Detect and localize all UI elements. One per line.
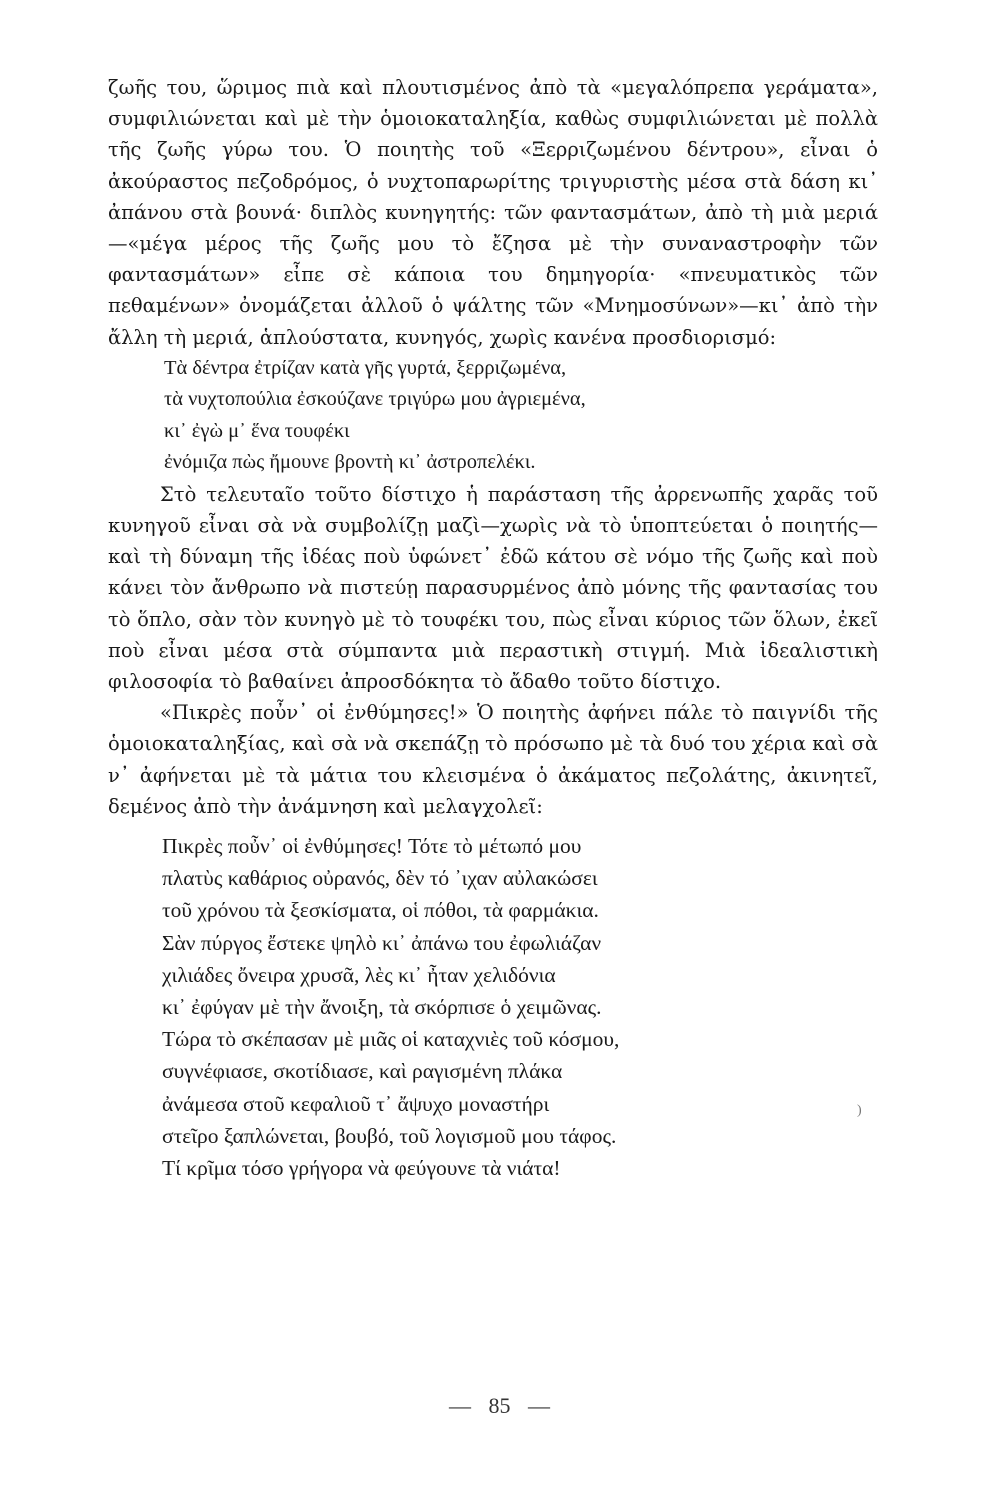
verse-line: πλατὺς καθάριος οὐρανός, δὲν τό ᾽ιχαν αὐλακώσει — [162, 866, 598, 891]
page-number-footer — [0, 1393, 999, 1419]
paragraph-2: Στὸ τελευταῖο τοῦτο δίστιχο ἡ παράσταση τῆς ἀρρενωπῆς χαρᾶς τοῦ κυνηγοῦ εἶναι σὰ νὰ συμβολίζῃ μαζὶ—χωρὶς νὰ τὸ ὑποπτεύεται ὁ ποιητής—καὶ τὴ δύναμη τῆς ἰδέας ποὺ ὑφώνετ᾽ ἐδῶ κάτου σὲ νόμο τῆς ζωῆς καὶ ποὺ κάνει τὸν ἄνθρωπο νὰ πιστεύῃ παρασυρμένος ἀπὸ μόνης τῆς φαντασίας του τὸ ὅπλο, σὰν τὸν κυνηγὸ μὲ τὸ τουφέκι του, πὼς εἶναι κύριος τῶν ὅλων, ἐκεῖ ποὺ εἶναι μέσα στὰ σύμπαντα μιὰ περαστικὴ στιγμή. Μιὰ ἰδεαλιστικὴ φιλοσοφία τὸ βαθαίνει ἀπροσδόκητα τὸ ἄδαθο τοῦτο δίστιχο. — [108, 482, 878, 694]
verse-line: συγνέφιασε, σκοτίδιασε, καὶ ραγισμένη πλάκα — [162, 1059, 563, 1084]
paragraph-3: «Πικρὲς ποὖν᾽ οἱ ἐνθύμησες!» Ὁ ποιητὴς ἀφήνει πάλε τὸ παιγνίδι τῆς ὁμοιοκαταληξίας, καὶ σὰ νὰ σκεπάζῃ τὸ πρόσωπο μὲ τὰ δυό του χέρια καὶ σὰ ν᾽ ἀφήνεται μὲ τὰ μάτια του κλεισμένα ὁ ἀκάματος πεζολάτης, ἀκινητεῖ, δεμένος ἀπὸ τὴν ἀνάμνηση καὶ μελαγχολεῖ: — [108, 701, 878, 818]
verse-line: Πικρὲς ποὖν᾽ οἱ ἐνθύμησες! Τότε τὸ μέτωπό μου — [162, 834, 582, 859]
paragraph-1: ζωῆς του, ὥριμος πιὰ καὶ πλουτισμένος ἀπὸ τὰ «μεγαλόπρεπα γεράματα», συμφιλιώνεται καὶ μὲ τὴν ὁμοιοκαταληξία, καθὼς συμφιλιώνεται μὲ πολλὰ τῆς ζωῆς γύρω του. Ὁ ποιητὴς τοῦ «Ξερριζωμένου δέντρου», εἶναι ὁ ἀκούραστος πεζοδρόμος, ὁ νυχτοπαρωρίτης τριγυριστὴς μέσα στὰ δάση κι᾽ ἀπάνου στὰ βουνά· διπλὸς κυνηγητής: τῶν φαντασμάτων, ἀπὸ τὴ μιὰ μεριά—«μέγα μέρος τῆς ζωῆς μου τὸ ἔζησα μὲ τὴν συναναστροφὴν τῶν φαντασμάτων» εἶπε σὲ κάποια του δημηγορία· «πνευματικὸς τῶν πεθαμένων» ὀνομάζεται ἀλλοῦ ὁ ψάλτης τῶν «Μνημοσύνων»—κι᾽ ἀπὸ τὴν ἄλλη τὴ μεριά, ἁπλούστατα, κυνηγός, χωρὶς κανένα προσδιορισμό: — [108, 76, 878, 349]
folio-dash-right: — — [528, 1393, 550, 1418]
verse-line: ἀνάμεσα στοῦ κεφαλιοῦ τ᾽ ἄψυχο μοναστήρι — [162, 1091, 550, 1116]
verse-line: Τί κρῖμα τόσο γρήγορα νὰ φεύγουνε τὰ νιάτα! — [162, 1156, 561, 1181]
verse-line: Τώρα τὸ σκέπασαν μὲ μιᾶς οἱ καταχνιὲς τοῦ κόσμου, — [162, 1027, 620, 1052]
verse-line: τοῦ χρόνου τὰ ξεσκίσματα, οἱ πόθοι, τὰ φαρμάκια. — [162, 898, 599, 923]
verse-line: ἐνόμιζα πὼς ἤμουνε βροντὴ κι᾽ ἀστροπελέκι. — [164, 451, 536, 474]
verse-line: κι᾽ ἐγὼ μ᾽ ἕνα τουφέκι — [164, 419, 350, 442]
folio-dash-left: — — [449, 1393, 471, 1418]
book-page — [108, 72, 878, 1184]
verse-line: Σὰν πύργος ἔστεκε ψηλὸ κι᾽ ἀπάνω του ἐφωλιάζαν — [162, 930, 602, 955]
verse-line: Τὰ δέντρα ἐτρίζαν κατὰ γῆς γυρτά, ξερριζωμένα, — [164, 356, 567, 379]
verse-line: κι᾽ ἐφύγαν μὲ τὴν ἄνοιξη, τὰ σκόρπισε ὁ χειμῶνας. — [162, 995, 602, 1020]
margin-mark: ) — [857, 1103, 862, 1118]
page-number: 85 — [488, 1393, 511, 1418]
verse-line: τὰ νυχτοπούλια ἐσκούζανε τριγύρω μου ἀγριεμένα, — [164, 388, 586, 411]
verse-line: χιλιάδες ὄνειρα χρυσᾶ, λὲς κι᾽ ἦταν χελιδόνια — [162, 962, 556, 987]
verse-block-1 — [108, 353, 878, 479]
verse-block-2 — [108, 830, 878, 1184]
verse-line: στεῖρο ξαπλώνεται, βουβό, τοῦ λογισμοῦ μου τάφος. — [162, 1123, 617, 1148]
